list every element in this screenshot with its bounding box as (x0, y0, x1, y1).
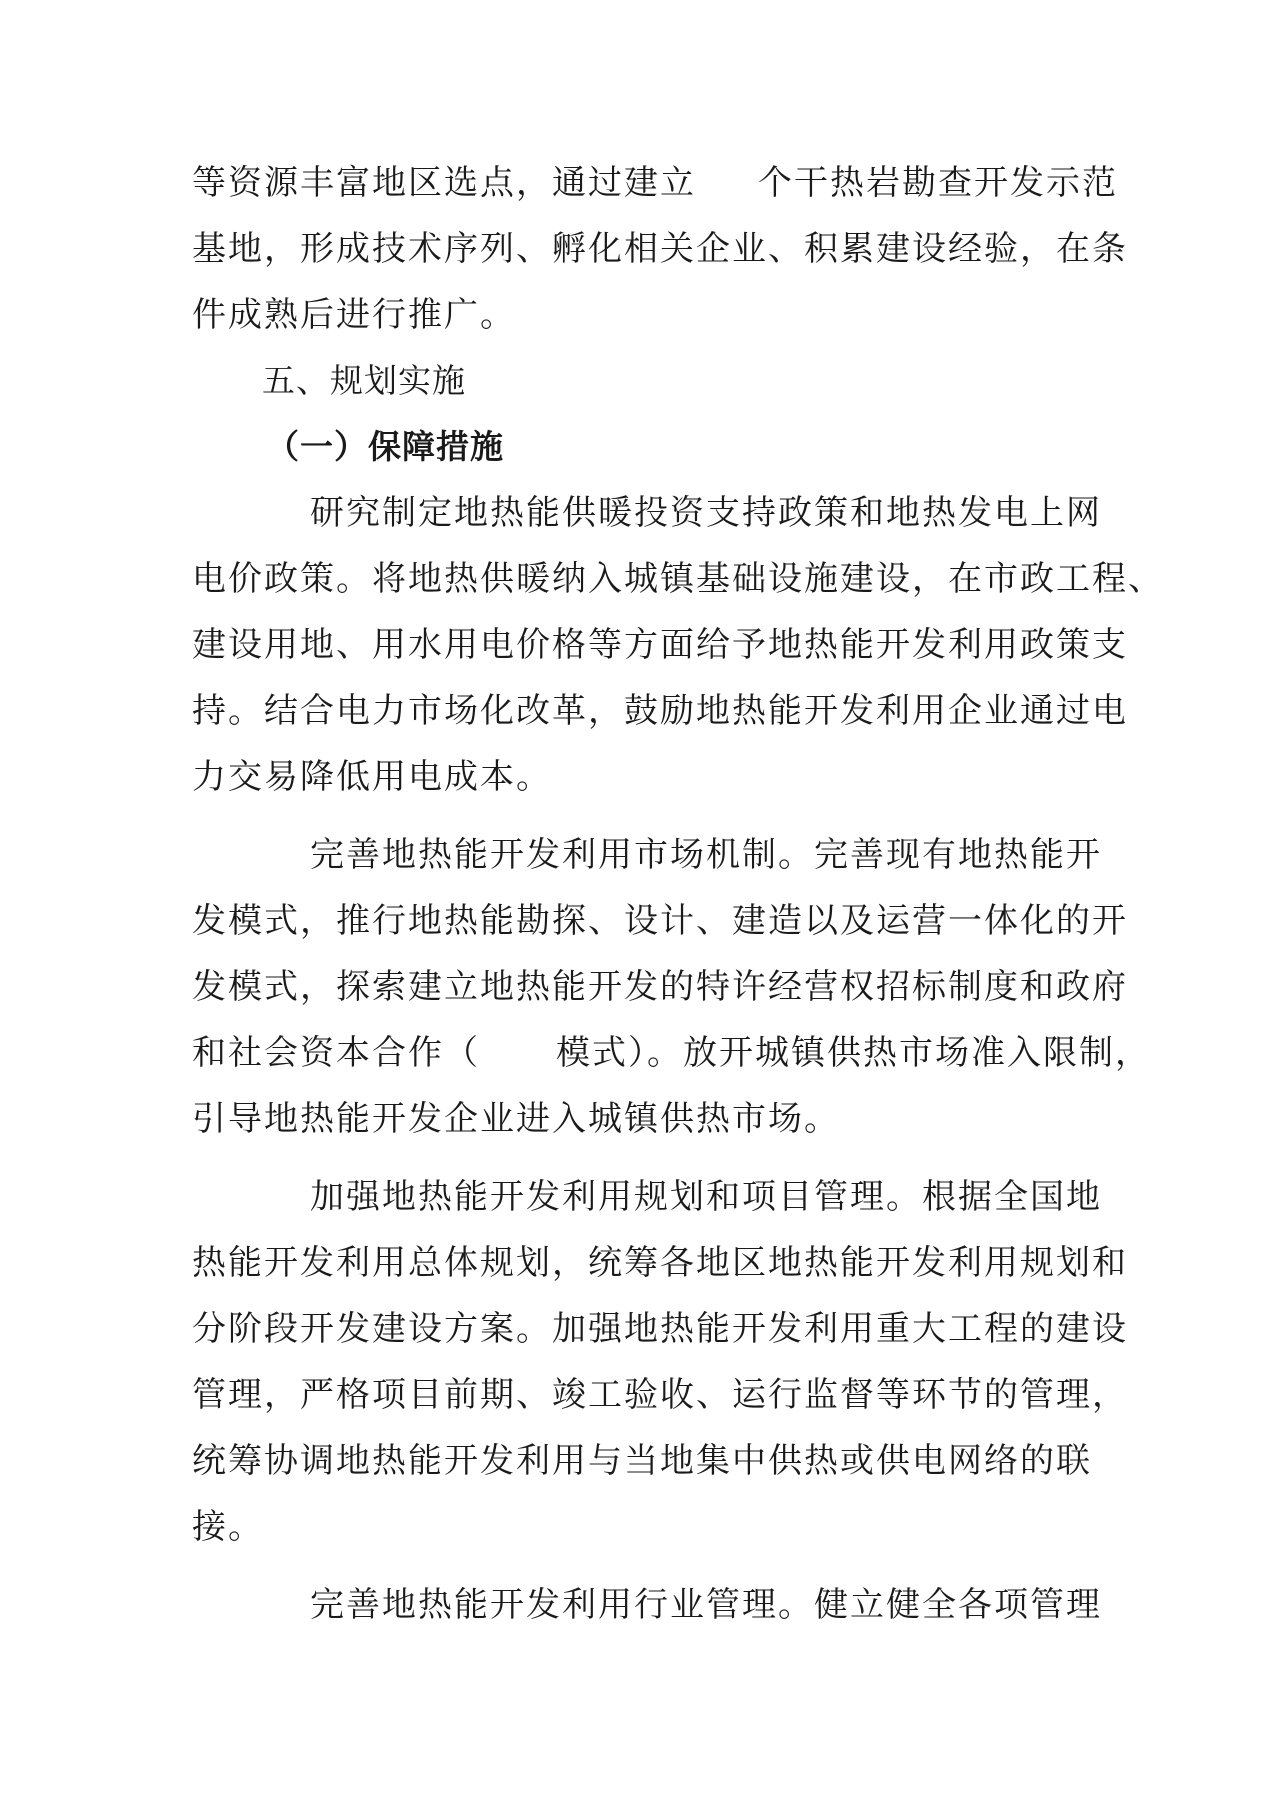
text-line: 热能开发利用总体规划，统筹各地区地热能开发利用规划和 (192, 1243, 1128, 1283)
text-line (192, 1020, 1151, 1086)
section-heading: 五、规划实施 (262, 361, 466, 400)
document-body (192, 150, 1164, 1638)
text-line: 管理，严格项目前期、竣工验收、运行监督等环节的管理， (192, 1375, 1128, 1415)
text-line: 接。 (192, 1507, 264, 1547)
text-segment: 等资源丰富地区选点，通过建立 (192, 163, 696, 203)
text-line: 持。结合电力市场化改革，鼓励地热能开发利用企业通过电 (192, 691, 1128, 731)
text-segment: 模式）。放开城镇供热市场准入限制， (556, 1033, 1151, 1073)
text-line: 基地，形成技术序列、孵化相关企业、积累建设经验，在条 (192, 229, 1128, 269)
paragraph (192, 1164, 1128, 1560)
subsection-heading: （一）保障措施 (266, 427, 504, 466)
text-line: 加强地热能开发利用规划和项目管理。根据全国地 (310, 1177, 1102, 1217)
text-line: 完善地热能开发利用行业管理。健立健全各项管理 (310, 1585, 1102, 1625)
text-line: 研究制定地热能供暖投资支持政策和地热发电上网 (310, 493, 1102, 533)
text-line: 引导地热能开发企业进入城镇供热市场。 (192, 1099, 840, 1139)
paragraph (192, 1572, 1102, 1638)
text-line: 分阶段开发建设方案。加强地热能开发利用重大工程的建设 (192, 1309, 1128, 1349)
text-line (192, 150, 1118, 216)
paragraph (192, 822, 1151, 1152)
text-line: 统筹协调地热能开发利用与当地集中供热或供电网络的联 (192, 1441, 1092, 1481)
text-line: 发模式，推行地热能勘探、设计、建造以及运营一体化的开 (192, 901, 1128, 941)
text-segment: 和社会资本合作（ (192, 1033, 480, 1073)
text-line: 发模式，探索建立地热能开发的特许经营权招标制度和政府 (192, 967, 1128, 1007)
paragraph-gap (192, 1560, 1092, 1572)
paragraph-gap (192, 1152, 1092, 1164)
text-segment: 个干热岩勘查开发示范 (758, 163, 1118, 203)
text-line: 力交易降低用电成本。 (192, 757, 552, 797)
paragraph-gap (192, 810, 1092, 822)
text-line: 完善地热能开发利用市场机制。完善现有地热能开 (310, 835, 1102, 875)
paragraph (192, 480, 1164, 810)
text-line: 建设用地、用水用电价格等方面给予地热能开发利用政策支 (192, 625, 1128, 665)
text-line: 电价政策。将地热供暖纳入城镇基础设施建设，在市政工程、 (192, 559, 1164, 599)
text-line: 件成熟后进行推广。 (192, 295, 516, 335)
